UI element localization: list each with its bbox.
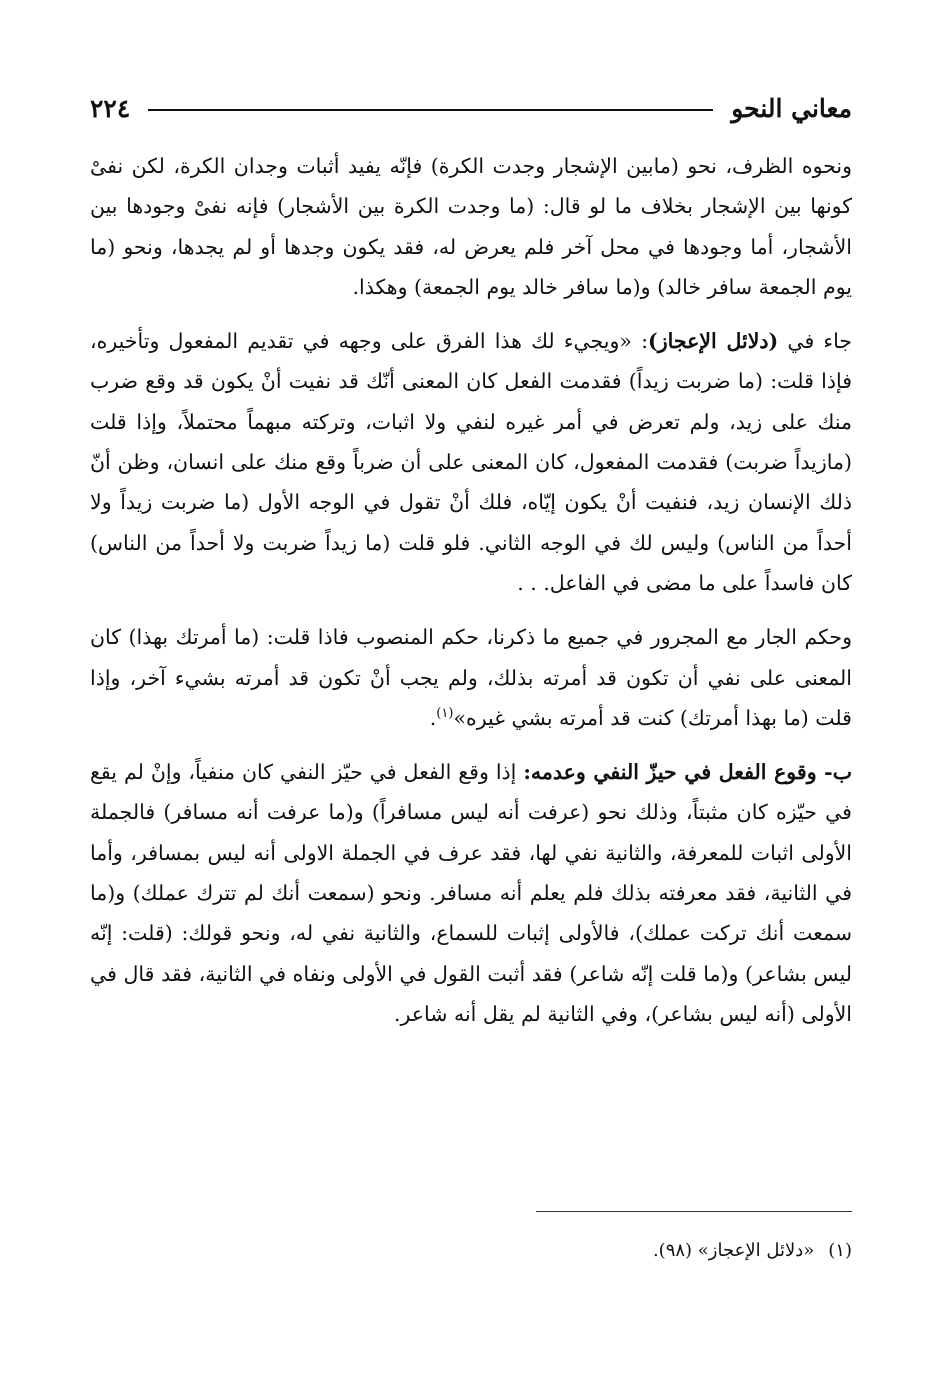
page-header [90, 88, 852, 128]
section-heading: ب- وقوع الفعل في حيزّ النفي وعدمه: [523, 760, 852, 785]
paragraph-3 [90, 617, 852, 738]
paragraph-tail: . [429, 705, 437, 730]
body-text [90, 146, 852, 1034]
paragraph-2 [90, 321, 852, 603]
book-reference: (دلائل الإعجاز) [648, 329, 779, 354]
footnote-text: «دلائل الإعجاز» (٩٨). [652, 1240, 815, 1261]
paragraph-4 [90, 752, 852, 1034]
footnote [90, 1236, 852, 1266]
paragraph-text: إذا وقع الفعل في حيّز النفي كان منفياً، وإنْ لم يقع في حيّزه كان مثبتاً، وذلك نحو (عرفت أنه ليس مسافراً) و(ما عرفت أنه مسافر) فالجملة الأولى اثبات للمعرفة، والثانية نفي لها، فقد عرف في الجملة الاولى أنه ليس بمسافر، وأما في الثانية، فقد معرفته بذلك فلم يعلم أنه مسافر. ونحو (سمعت أنك لم تترك عملك) و(ما سمعت أنك تركت عملك)، فالأولى إثبات للسماع، والثانية نفي له، ونحو قولك: (قلت: إنّه ليس بشاعر) و(ما قلت إنّه شاعر) فقد أثبت القول في الأولى ونفاه في الثانية، فقد قال في الأولى (أنه ليس بشاعر)، وفي الثانية لم يقل أنه شاعر. [90, 760, 852, 1026]
footnote-rule [536, 1211, 852, 1212]
page-number: ٢٢٤ [90, 93, 131, 123]
header-rule [148, 109, 713, 111]
paragraph-text: : «ويجيء لك هذا الفرق على وجهه في تقديم المفعول وتأخيره، فإذا قلت: (ما ضربت زيداً) فقدمت الفعل كان المعنى أنّك قد نفيت أنْ يكون قد وقع ضرب منك على زيد، ولم تعرض في أمر غيره لنفي ولا اثبات، وتركته مبهماً محتملاً، وإذا قلت (مازيداً ضربت) فقدمت المفعول، كان المعنى على أن ضرباً وقع منك على انسان، وظن أنّ ذلك الإنسان زيد، فنفيت أنْ يكون إيّاه، فلك أنْ تقول في الوجه الأول (ما ضربت زيداً ولا أحداً من الناس) وليس لك في الوجه الثاني. فلو قلت (ما زيداً ضربت ولا أحداً من الناس) كان فاسداً على ما مضى في الفاعل. . . [90, 329, 852, 595]
paragraph-lead: جاء في [778, 329, 852, 354]
book-title: معاني النحو [731, 93, 852, 123]
paragraph-text: ونحوه الظرف، نحو (مابين الإشجار وجدت الكرة) فإنّه يفيد أثبات وجدان الكرة، لكن نفىْ كونها بين الإشجار بخلاف ما لو قال: (ما وجدت الكرة بين الأشجار) فإنه نفىْ وجودها بين الأشجار، أما وجودها في محل آخر فلم يعرض له، فقد يكون وجدها أو لم يجدها، ونحو (ما يوم الجمعة سافر خالد) و(ما سافر خالد يوم الجمعة) وهكذا. [90, 154, 852, 299]
footnote-marker: (١) [828, 1240, 852, 1261]
footnote-reference[interactable]: (١) [436, 706, 454, 722]
paragraph-1 [90, 146, 852, 307]
paragraph-text: وحكم الجار مع المجرور في جميع ما ذكرنا، حكم المنصوب فاذا قلت: (ما أمرتك بهذا) كان المعنى على نفي أن تكون قد أمرته بذلك، ولم يجب أنْ تكون قد أمرته بشيء آخر، وإذا قلت (ما بهذا أمرتك) كنت قد أمرته بشي غيره» [90, 625, 852, 730]
